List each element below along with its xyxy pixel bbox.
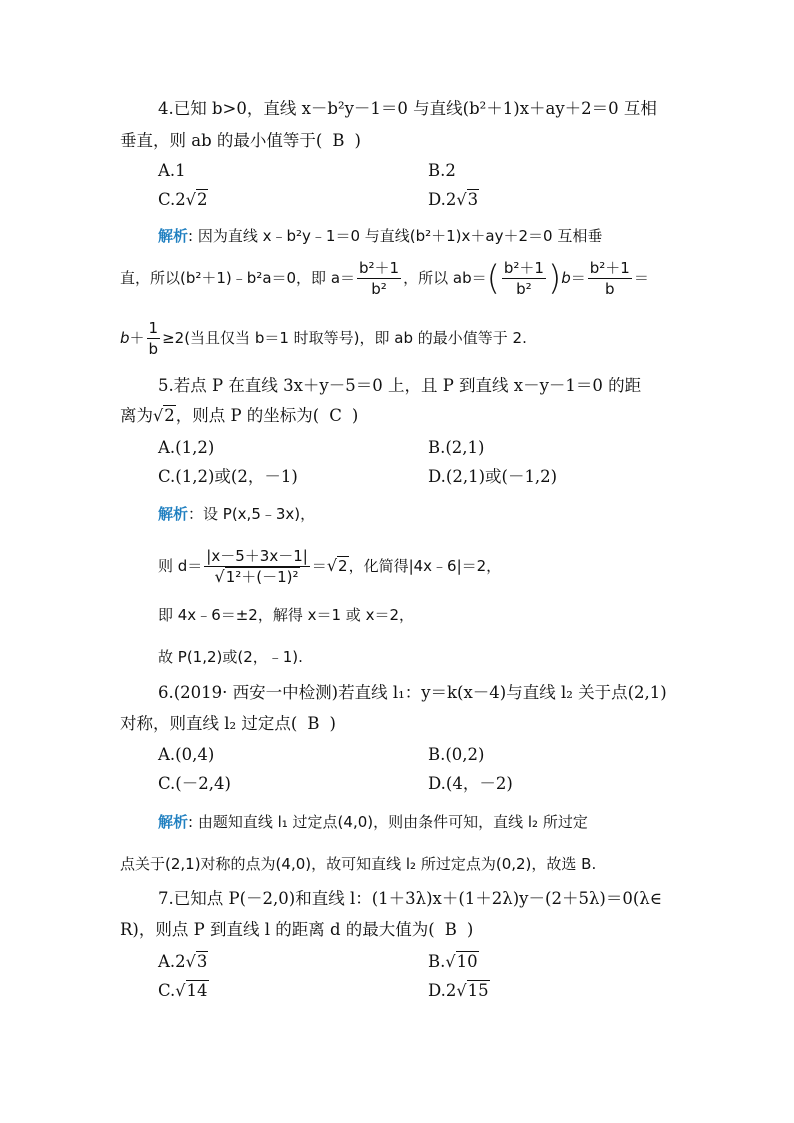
q5-solution-line1: 解析：设 P(x,5﹣3x)， [158, 505, 316, 523]
q6-option-b: B.(0,2) [428, 745, 485, 764]
q5-solution-label: 解析 [158, 505, 189, 523]
q7-stem-line1: 7.已知点 P(－2,0)和直线 l：(1＋3λ)x＋(1＋2λ)y－(2＋5λ)＝0(λ∈ [158, 889, 662, 908]
q5-distance-fraction: $\frac{|x-5+3x-1|}{\text{√1²＋(－1)²}}$ [206, 547, 308, 586]
q6-stem-line2: 对称，则直线 l₂ 过定点( B ) [120, 714, 336, 733]
q4-stem-line1: 4.已知 b>0，直线 x－b²y－1＝0 与直线(b²＋1)x＋ay＋2＝0 互相 [158, 99, 657, 118]
q4-fraction-result: $\frac{\text{b²＋1}}{b}$ [589, 259, 630, 298]
q5-option-d: D.(2,1)或(－1,2) [428, 467, 558, 486]
q4-solution-line2: 直，所以(b²＋1)﹣b²a＝0，即 a＝ $\frac{\text{b²＋1}}{\text{b²}}$ ，所以 ab＝( $\frac{\text{b²＋1}}{\text{b²}}$ )b＝ $\frac{\text{b²＋1}}{b}$ ＝ [120, 258, 649, 299]
q6-solution-label: 解析 [158, 813, 189, 831]
q4-option-d: D.2√3 [428, 190, 479, 209]
q7-option-d: D.2√15 [428, 981, 489, 1000]
q4-solution-label: 解析 [158, 227, 189, 245]
q4-option-b: B.2 [428, 161, 456, 180]
q5-answer: C [329, 406, 342, 425]
q7-option-b: B.√10 [428, 952, 478, 971]
q7-answer: B [444, 920, 457, 939]
q4-stem-line2: 垂直，则 ab 的最小值等于( B ) [120, 131, 361, 150]
q5-option-c: C.(1,2)或(2，－1) [158, 467, 298, 486]
q4-fraction-ab: $\frac{\text{b²＋1}}{\text{b²}}$ [503, 259, 544, 298]
q6-option-d: D.(4，－2) [428, 774, 513, 793]
q4-option-a: A.1 [158, 161, 186, 180]
q7-option-c: C.√14 [158, 981, 208, 1000]
q4-option-c: C.2√2 [158, 190, 208, 209]
q4-answer: B [332, 131, 345, 150]
q7-option-a: A.2√3 [158, 952, 208, 971]
q5-option-a: A.(1,2) [158, 438, 215, 457]
q6-option-c: C.(－2,4) [158, 774, 231, 793]
q6-option-a: A.(0,4) [158, 745, 215, 764]
q5-solution-line3: 即 4x﹣6＝±2，解得 x＝1 或 x＝2， [158, 606, 414, 624]
q4-solution-line1: 解析: 因为直线 x﹣b²y﹣1＝0 与直线(b²＋1)x＋ay＋2＝0 互相垂 [158, 227, 603, 245]
q5-solution-line4: 故 P(1,2)或(2，﹣1). [158, 648, 303, 666]
q5-stem-line1: 5.若点 P 在直线 3x＋y－5＝0 上，且 P 到直线 x－y－1＝0 的距 [158, 376, 642, 395]
q5-option-b: B.(2,1) [428, 438, 485, 457]
q6-stem-line1: 6.(2019· 西安一中检测)若直线 l₁：y＝k(x－4)与直线 l₂ 关于点(2,1) [158, 683, 667, 702]
q4-solution-line3: b＋ $\frac{1}{b}$ ≥2(当且仅当 b＝1 时取等号)，即 ab 的最小值等于 2. [120, 319, 527, 358]
q4-fraction-a: $\frac{\text{b²＋1}}{\text{b²}}$ [359, 259, 400, 298]
q4-fraction-inverse: $\frac{1}{b}$ [148, 319, 159, 358]
q5-solution-line2: 则 d＝ $\frac{|x-5+3x-1|}{\text{√1²＋(－1)²}}$ ＝√2，化简得|4x﹣6|＝2， [158, 547, 502, 586]
q6-solution-line2: 点关于(2,1)对称的点为(4,0)，故可知直线 l₂ 所过定点为(0,2)，故选 B. [120, 855, 597, 873]
q6-solution-line1: 解析: 由题知直线 l₁ 过定点(4,0)，则由条件可知，直线 l₂ 所过定 [158, 813, 588, 831]
q5-stem-line2: 离为√2，则点 P 的坐标为( C ) [120, 406, 359, 425]
q6-answer: B [307, 714, 320, 733]
q7-stem-line2: R)，则点 P 到直线 l 的距离 d 的最大值为( B ) [120, 920, 474, 939]
